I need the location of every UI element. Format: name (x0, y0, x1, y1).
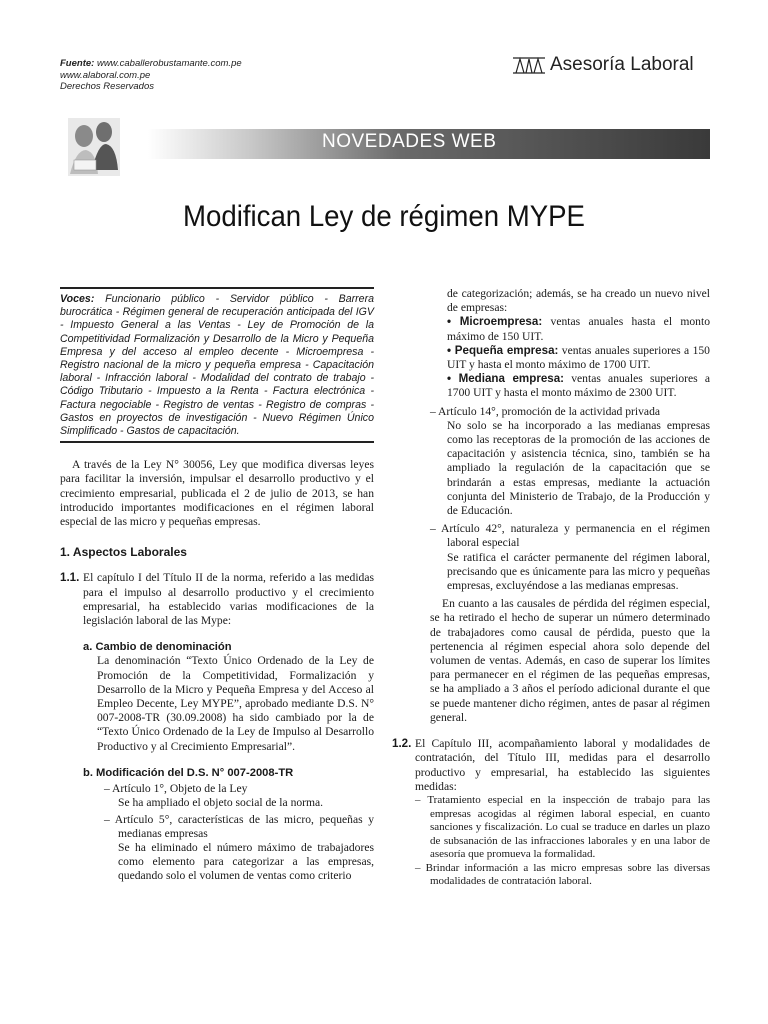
source-url-1[interactable]: www.caballerobustamante.com.pe (96, 58, 242, 69)
subsection-a-text: La denominación “Texto Único Ordenado de la Ley de Promoción de la Competitividad, Formalización y Desarrollo de la Micro y Pequeña Empresa y del Acceso al Empleo Decente, Ley MYPE”, aprobado mediante D.S. N° 007-2008-TR (30.09.2008) ha sido cambiado por la de “Texto Único Ordenado de la Ley de Impulso al Desarrollo Productivo y al Crecimiento Empresarial”. (97, 654, 374, 753)
left-column (60, 287, 374, 884)
subsection-b (83, 766, 374, 884)
measure-information: – Brindar información a las micro empresas sobre las diversas modalidades de contratación laboral. (415, 861, 710, 888)
source-info (60, 58, 242, 93)
people-photo (60, 112, 126, 184)
art14-title: – Artículo 14°, promoción de la actividad privada (430, 404, 661, 418)
bullet-micro (392, 315, 710, 343)
columns-icon (512, 55, 546, 75)
bullet-text: ventas anuales superiores a 1700 UIT y hasta el monto máximo de 2300 UIT. (447, 372, 710, 400)
article-title: Modifican Ley de régimen MYPE (183, 200, 585, 233)
item-number: 1.1. (60, 571, 80, 585)
banner-title: NOVEDADES WEB (322, 131, 497, 152)
bullet-text: ventas anuales hasta el monto máximo de 150 UIT. (447, 315, 710, 343)
keywords-label: Voces: (60, 293, 95, 305)
keywords-box (60, 287, 374, 443)
item-1-1 (60, 571, 374, 628)
item-1-2 (392, 737, 710, 794)
item-number: 1.2. (392, 737, 412, 751)
subsection-b-heading: b. Modificación del D.S. N° 007-2008-TR (83, 766, 294, 779)
source-url-2[interactable]: www.alaboral.com.pe (60, 69, 151, 81)
item-text: El Capítulo III, acompañamiento laboral y modalidades de contratación, del Título III, medidas para el desarrollo productivo y empresarial, ha establecido las siguientes medidas: (415, 737, 710, 793)
art1-body: Se ha ampliado el objeto social de la norma. (118, 796, 324, 810)
bullet-label: • Pequeña empresa: (447, 343, 559, 357)
bullet-text: ventas anuales superiores a 150 UIT y hasta el monto máximo de 1700 UIT. (447, 343, 710, 372)
art14-body: No solo se ha incorporado a las medianas empresas como las receptoras de la promoción de las acciones de capacitación y asistencia técnica, sino, también se ha ampliado la regulación de la capacitación que se brindarán a estas empresas, mediante la actuación conjunta del Ministerio de Trabajo, de la Producción y de Educación. (447, 418, 710, 518)
source-label: Fuente: (60, 58, 95, 69)
bullet-pequena (392, 344, 710, 372)
art5-title: – Artículo 5°, características de las micro, pequeñas y medianas empresas (104, 812, 374, 840)
art42-title: – Artículo 42°, naturaleza y permanencia en el régimen laboral especial (430, 522, 710, 550)
art5-continuation: de categorización; además, se ha creado un nuevo nivel de empresas: (447, 287, 710, 315)
subsection-a-heading: a. Cambio de denominación (83, 641, 232, 654)
right-column (392, 287, 710, 889)
item-text: El capítulo I del Título II de la norma, referido a las medidas para el impulso al desarrollo productivo y el crecimiento empresarial, ha establecido varias modificaciones de la legislación laboral de las Mype: (83, 571, 374, 628)
source-rights: Derechos Reservados (60, 81, 154, 92)
causales-paragraph: En cuanto a las causales de pérdida del régimen especial, se ha retirado el hecho de superar un número determinado de trabajadores como causal de pérdida, puesto que la pertenencia al régimen especial ahora solo depende del volumen de ventas. Además, en caso de superar los límites para permanecer en el régimen de las pequeñas empresas, se ha ampliado a 3 años el período adicional durante el que se puede mantener dicho régimen, antes de pasar al régimen general. (430, 597, 710, 724)
bullet-label: • Microempresa: (447, 315, 543, 329)
art1-title: – Artículo 1°, Objeto de la Ley (104, 782, 248, 796)
section-heading: 1. Aspectos Laborales (60, 545, 187, 560)
subsection-a (83, 640, 374, 754)
brand-name: Asesoría Laboral (550, 54, 694, 75)
brand-logo (512, 54, 694, 76)
art42-body: Se ratifica el carácter permanente del régimen laboral, precisando que es únicamente para las micro y pequeñas empresas, excluyéndose a las medianas empresas. (447, 550, 710, 593)
intro-paragraph: A través de la Ley N° 30056, Ley que modifica diversas leyes para facilitar la inversión, impulsar el desarrollo productivo y el crecimiento empresarial, publicada el 2 de julio de 2013, se han introducido importantes modificaciones en el régimen laboral especial de las micro y pequeñas empresas. (60, 458, 374, 529)
bullet-label: • Mediana empresa: (447, 372, 565, 386)
measure-inspection: – Tratamiento especial en la inspección de trabajo para las empresas acogidas al régimen laboral especial, en cuanto sanciones y fiscalización. Lo cual se traduce en darles un plazo de subsanación de las infracciones laborales y en una labor de asesoría que promueva la formalidad. (415, 793, 710, 861)
keywords-text: Funcionario público - Servidor público - Barrera burocrática - Régimen general de recuperación anticipada del IGV - Impuesto General a las Ventas - Ley de Promoción de la Competitividad Formalización y Desarrollo de la Micro y Pequeña Empresa y del acceso al empleo decente - Microempresa - Registro nacional de la micro y pequeña empresa - Capacitación laboral - Infracción laboral - Modalidad del contrato de trabajo - Código Tributario - Impuesto a la Renta - Factura electrónica - Factura negociable - Registro de ventas - Registro de compras - Gastos en proyectos de investigación - Nuevo Régimen Único Simplificado - Gastos de capacitación. (60, 293, 374, 438)
bullet-mediana (392, 372, 710, 400)
art5-body: Se ha eliminado el número máximo de trabajadores como elemento para categorizar a las empresas, quedando solo el volumen de ventas como criterio (118, 840, 374, 883)
